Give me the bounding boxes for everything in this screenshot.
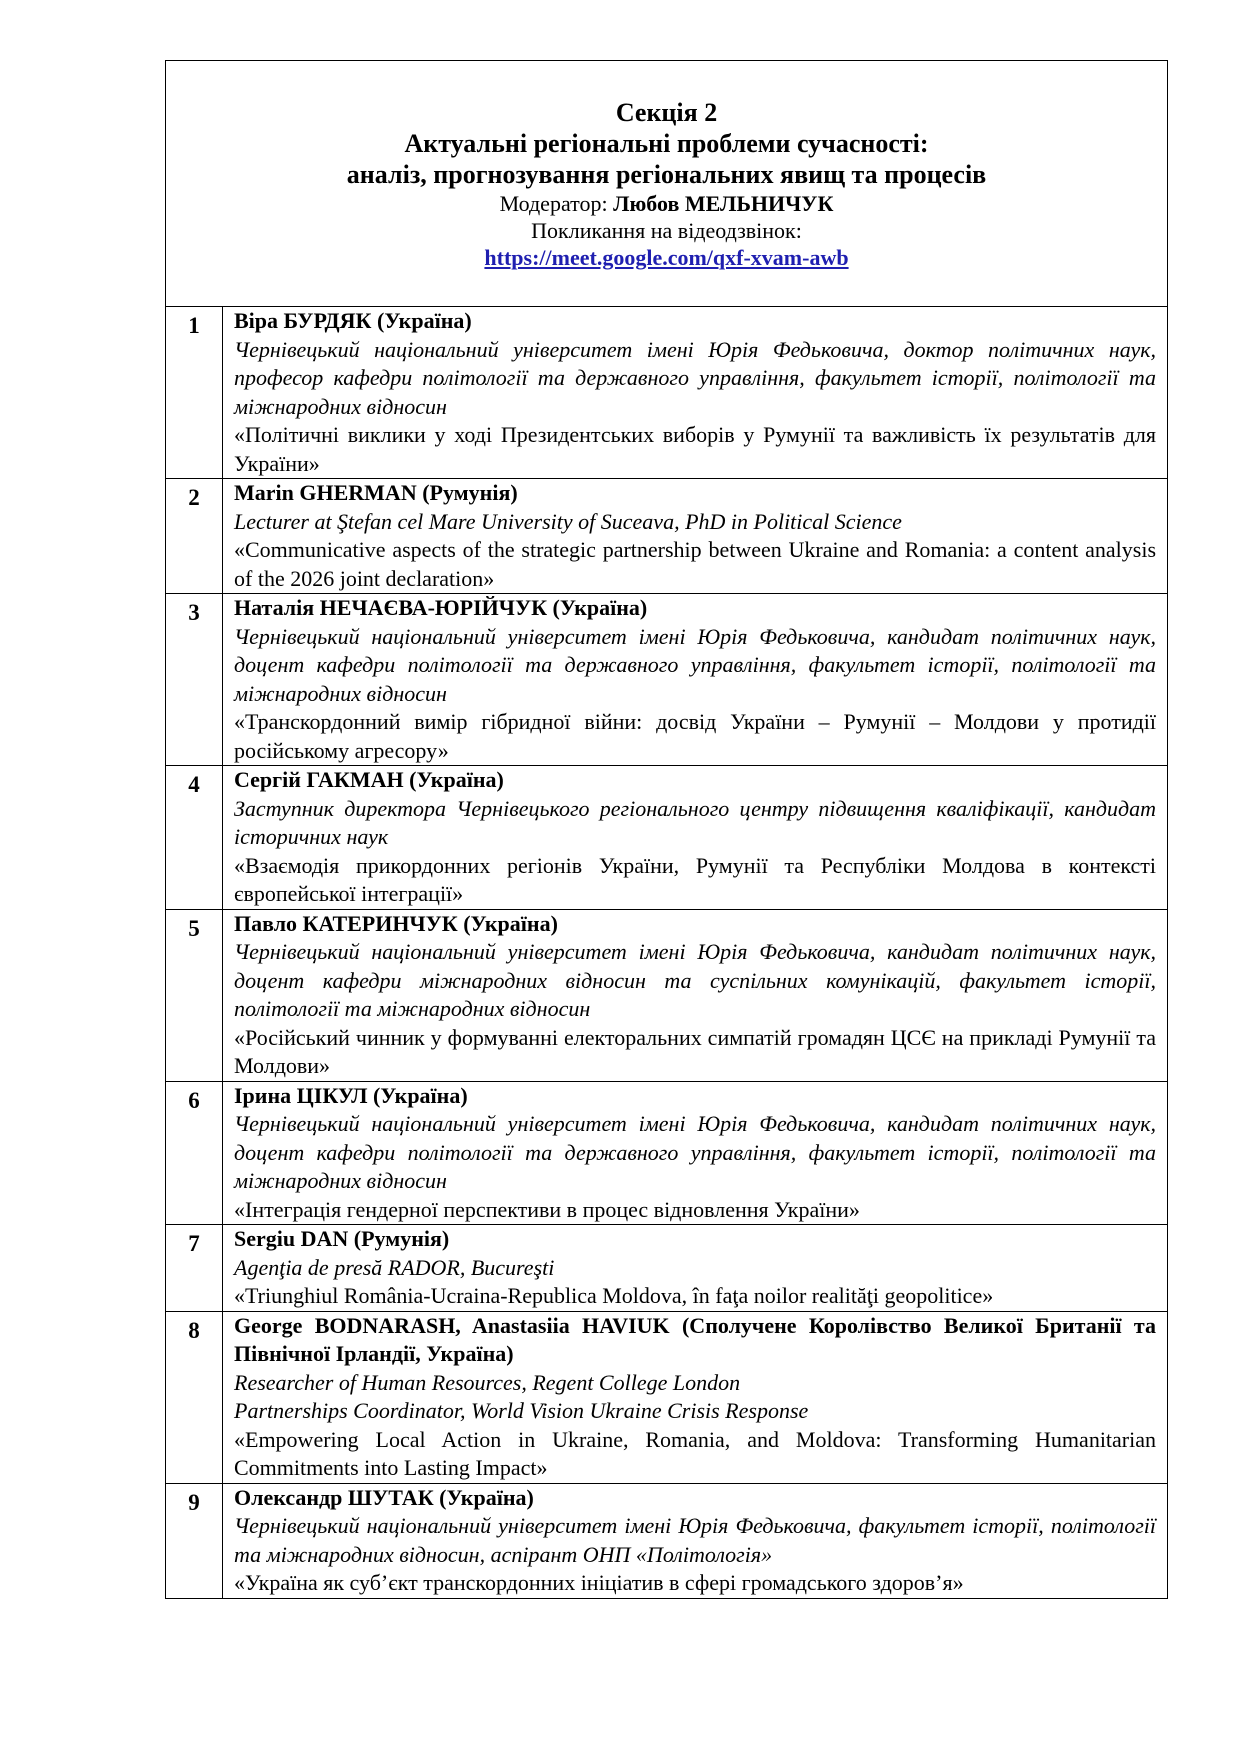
participant-details: [223, 594, 1168, 766]
participant-number: 3: [166, 594, 223, 766]
report-topic: «Політичні виклики у ході Президентських виборів у Румунії та важливість їх результатів для України»: [234, 422, 1157, 476]
participant-details: [223, 909, 1168, 1081]
participant-number: 6: [166, 1081, 223, 1225]
participant-number: 5: [166, 909, 223, 1081]
participant-affiliation: Lecturer at Ştefan cel Mare University of Suceava, PhD in Political Science: [234, 508, 902, 534]
participant-details: [223, 766, 1168, 910]
moderator-name: Любов МЕЛЬНИЧУК: [613, 191, 834, 216]
video-call-link[interactable]: https://meet.google.com/qxf-xvam-awb: [484, 245, 849, 270]
participant-details: [223, 1311, 1168, 1483]
program-sheet: [165, 60, 1167, 1599]
report-topic: «Транскордонний вимір гібридної війни: досвід України – Румунії – Молдови у протидії російському агресору»: [234, 709, 1157, 763]
participant-affiliation: Agenţia de presă RADOR, Bucureşti: [234, 1254, 555, 1280]
participant-name: Олександр ШУТАК (Україна): [234, 1484, 534, 1510]
moderator-line: [166, 190, 1167, 217]
participant-number: 2: [166, 479, 223, 594]
section-title-line1: Актуальні регіональні проблеми сучасності:: [404, 129, 929, 158]
report-topic: «Інтеграція гендерної перспективи в процес відновлення України»: [234, 1196, 860, 1222]
participant-affiliation: Чернівецький національний університет імені Юрія Федьковича, кандидат політичних наук, доцент кафедри політології та державного управління, факультет історії, політології та міжнародних відносин: [234, 623, 1157, 706]
participant-details: [223, 1225, 1168, 1312]
participant-row: [166, 1225, 1168, 1312]
moderator-label: Модератор:: [499, 191, 608, 216]
participant-row: [166, 594, 1168, 766]
participant-number: 7: [166, 1225, 223, 1312]
report-topic: «Російський чинник у формуванні електоральних симпатій громадян ЦСЄ на прикладі Румунії та Молдови»: [234, 1024, 1157, 1078]
participant-affiliation: Чернівецький національний університет імені Юрія Федьковича, доктор політичних наук, професор кафедри політології та державного управління, факультет історії, політології та міжнародних відносин: [234, 336, 1157, 419]
participant-name: George BODNARASH, Anastasiia HAVIUK (Сполучене Королівство Великої Британії та Північної Ірландії, Україна): [234, 1312, 1157, 1366]
participant-row: [166, 909, 1168, 1081]
participant-affiliation: Чернівецький національний університет імені Юрія Федьковича, факультет історії, політології та міжнародних відносин, аспірант ОНП «Політологія»: [234, 1513, 1157, 1567]
participant-details: [223, 479, 1168, 594]
participant-row: [166, 1483, 1168, 1598]
participant-row: [166, 1311, 1168, 1483]
participant-details: [223, 1483, 1168, 1598]
participant-affiliation: Partnerships Coordinator, World Vision Ukraine Crisis Response: [234, 1398, 809, 1423]
participant-details: [223, 307, 1168, 479]
section-header-row: [166, 61, 1168, 307]
participant-name: Павло КАТЕРИНЧУК (Україна): [234, 910, 558, 936]
report-topic: «Empowering Local Action in Ukraine, Romania, and Moldova: Transforming Humanitarian Commitments into Lasting Impact»: [234, 1426, 1157, 1480]
report-topic: «Communicative aspects of the strategic partnership between Ukraine and Romania: a content analysis of the 2026 joint declaration»: [234, 537, 1157, 591]
participant-number: 1: [166, 307, 223, 479]
participant-name: Сергій ГАКМАН (Україна): [234, 767, 504, 792]
section-title-line2: аналіз, прогнозування регіональних явищ та процесів: [346, 160, 987, 189]
report-topic: «Україна як суб’єкт транскордонних ініціатив в сфері громадського здоров’я»: [234, 1570, 964, 1595]
participant-row: [166, 1081, 1168, 1225]
program-table: [165, 60, 1168, 1599]
participant-row: [166, 479, 1168, 594]
participant-row: [166, 766, 1168, 910]
participant-details: [223, 1081, 1168, 1225]
report-topic: «Взаємодія прикордонних регіонів України, Румунії та Республіки Молдова в контексті європейської інтеграції»: [234, 852, 1157, 906]
participant-name: Віра БУРДЯК (Україна): [234, 308, 472, 333]
participant-number: 9: [166, 1483, 223, 1598]
participant-number: 8: [166, 1311, 223, 1483]
report-topic: «Triunghiul România-Ucraina-Republica Moldova, în faţa noilor realităţi geopolitice»: [234, 1283, 994, 1308]
participant-number: 4: [166, 766, 223, 910]
participant-name: Наталія НЕЧАЄВА-ЮРІЙЧУК (Україна): [234, 595, 648, 620]
call-label: Покликання на відеодзвінок:: [531, 218, 802, 243]
section-number: Секція 2: [615, 98, 718, 127]
participant-affiliation: Чернівецький національний університет імені Юрія Федьковича, кандидат політичних наук, доцент кафедри міжнародних відносин та суспільних комунікацій, факультет історії, політології та міжнародних відносин: [234, 939, 1157, 1021]
participant-name: Ірина ЦІКУЛ (Україна): [234, 1082, 468, 1108]
participant-affiliation: Researcher of Human Resources, Regent College London: [234, 1369, 741, 1395]
participant-affiliation: Чернівецький національний університет імені Юрія Федьковича, кандидат політичних наук, доцент кафедри політології та державного управління, факультет історії, політології та міжнародних відносин: [234, 1111, 1157, 1193]
participant-row: [166, 307, 1168, 479]
participant-affiliation: Заступник директора Чернівецького регіонального центру підвищення кваліфікації, кандидат історичних наук: [234, 795, 1157, 849]
section-header: [166, 61, 1168, 307]
participant-name: Marin GHERMAN (Румунія): [234, 480, 518, 505]
participant-name: Sergiu DAN (Румунія): [234, 1226, 450, 1251]
